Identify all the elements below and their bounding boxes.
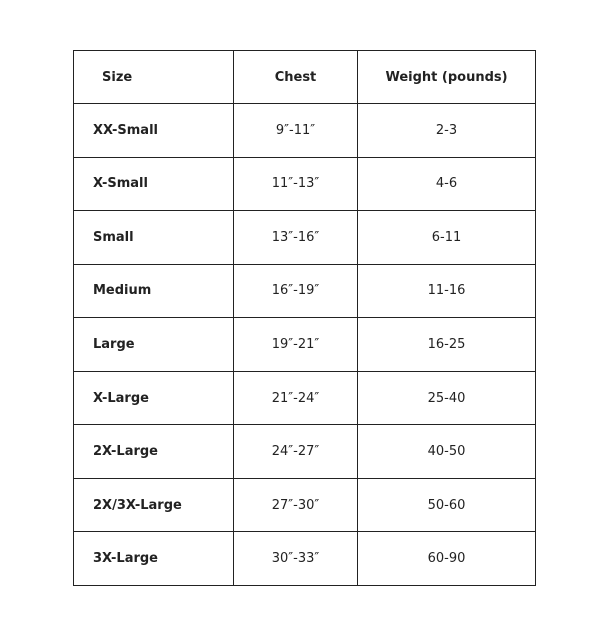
row-weight: 6-11 xyxy=(358,211,536,265)
row-size: Large xyxy=(74,318,234,372)
row-weight: 11-16 xyxy=(358,264,536,318)
row-chest: 19″-21″ xyxy=(234,318,358,372)
table-row xyxy=(74,104,536,158)
row-size: X-Small xyxy=(74,157,234,211)
row-weight: 60-90 xyxy=(358,532,536,586)
row-weight: 4-6 xyxy=(358,157,536,211)
row-weight: 2-3 xyxy=(358,104,536,158)
row-chest: 30″-33″ xyxy=(234,532,358,586)
row-chest: 11″-13″ xyxy=(234,157,358,211)
header-chest: Chest xyxy=(234,51,358,104)
table-row xyxy=(74,264,536,318)
table-row xyxy=(74,532,536,586)
row-weight: 25-40 xyxy=(358,371,536,425)
table-row xyxy=(74,318,536,372)
row-chest: 21″-24″ xyxy=(234,371,358,425)
row-size: 2X/3X-Large xyxy=(74,478,234,532)
row-size: Small xyxy=(74,211,234,265)
table-row xyxy=(74,478,536,532)
row-weight: 50-60 xyxy=(358,478,536,532)
row-size: XX-Small xyxy=(74,104,234,158)
header-weight: Weight (pounds) xyxy=(358,51,536,104)
row-weight: 40-50 xyxy=(358,425,536,479)
row-chest: 13″-16″ xyxy=(234,211,358,265)
row-size: 2X-Large xyxy=(74,425,234,479)
table-row xyxy=(74,371,536,425)
row-size: X-Large xyxy=(74,371,234,425)
row-size: Medium xyxy=(74,264,234,318)
table-row xyxy=(74,425,536,479)
table-row xyxy=(74,157,536,211)
table-row xyxy=(74,211,536,265)
row-chest: 27″-30″ xyxy=(234,478,358,532)
header-size: Size xyxy=(74,51,234,104)
row-weight: 16-25 xyxy=(358,318,536,372)
size-chart-table xyxy=(73,50,536,586)
row-chest: 24″-27″ xyxy=(234,425,358,479)
row-chest: 9″-11″ xyxy=(234,104,358,158)
row-chest: 16″-19″ xyxy=(234,264,358,318)
table-header-row xyxy=(74,51,536,104)
row-size: 3X-Large xyxy=(74,532,234,586)
